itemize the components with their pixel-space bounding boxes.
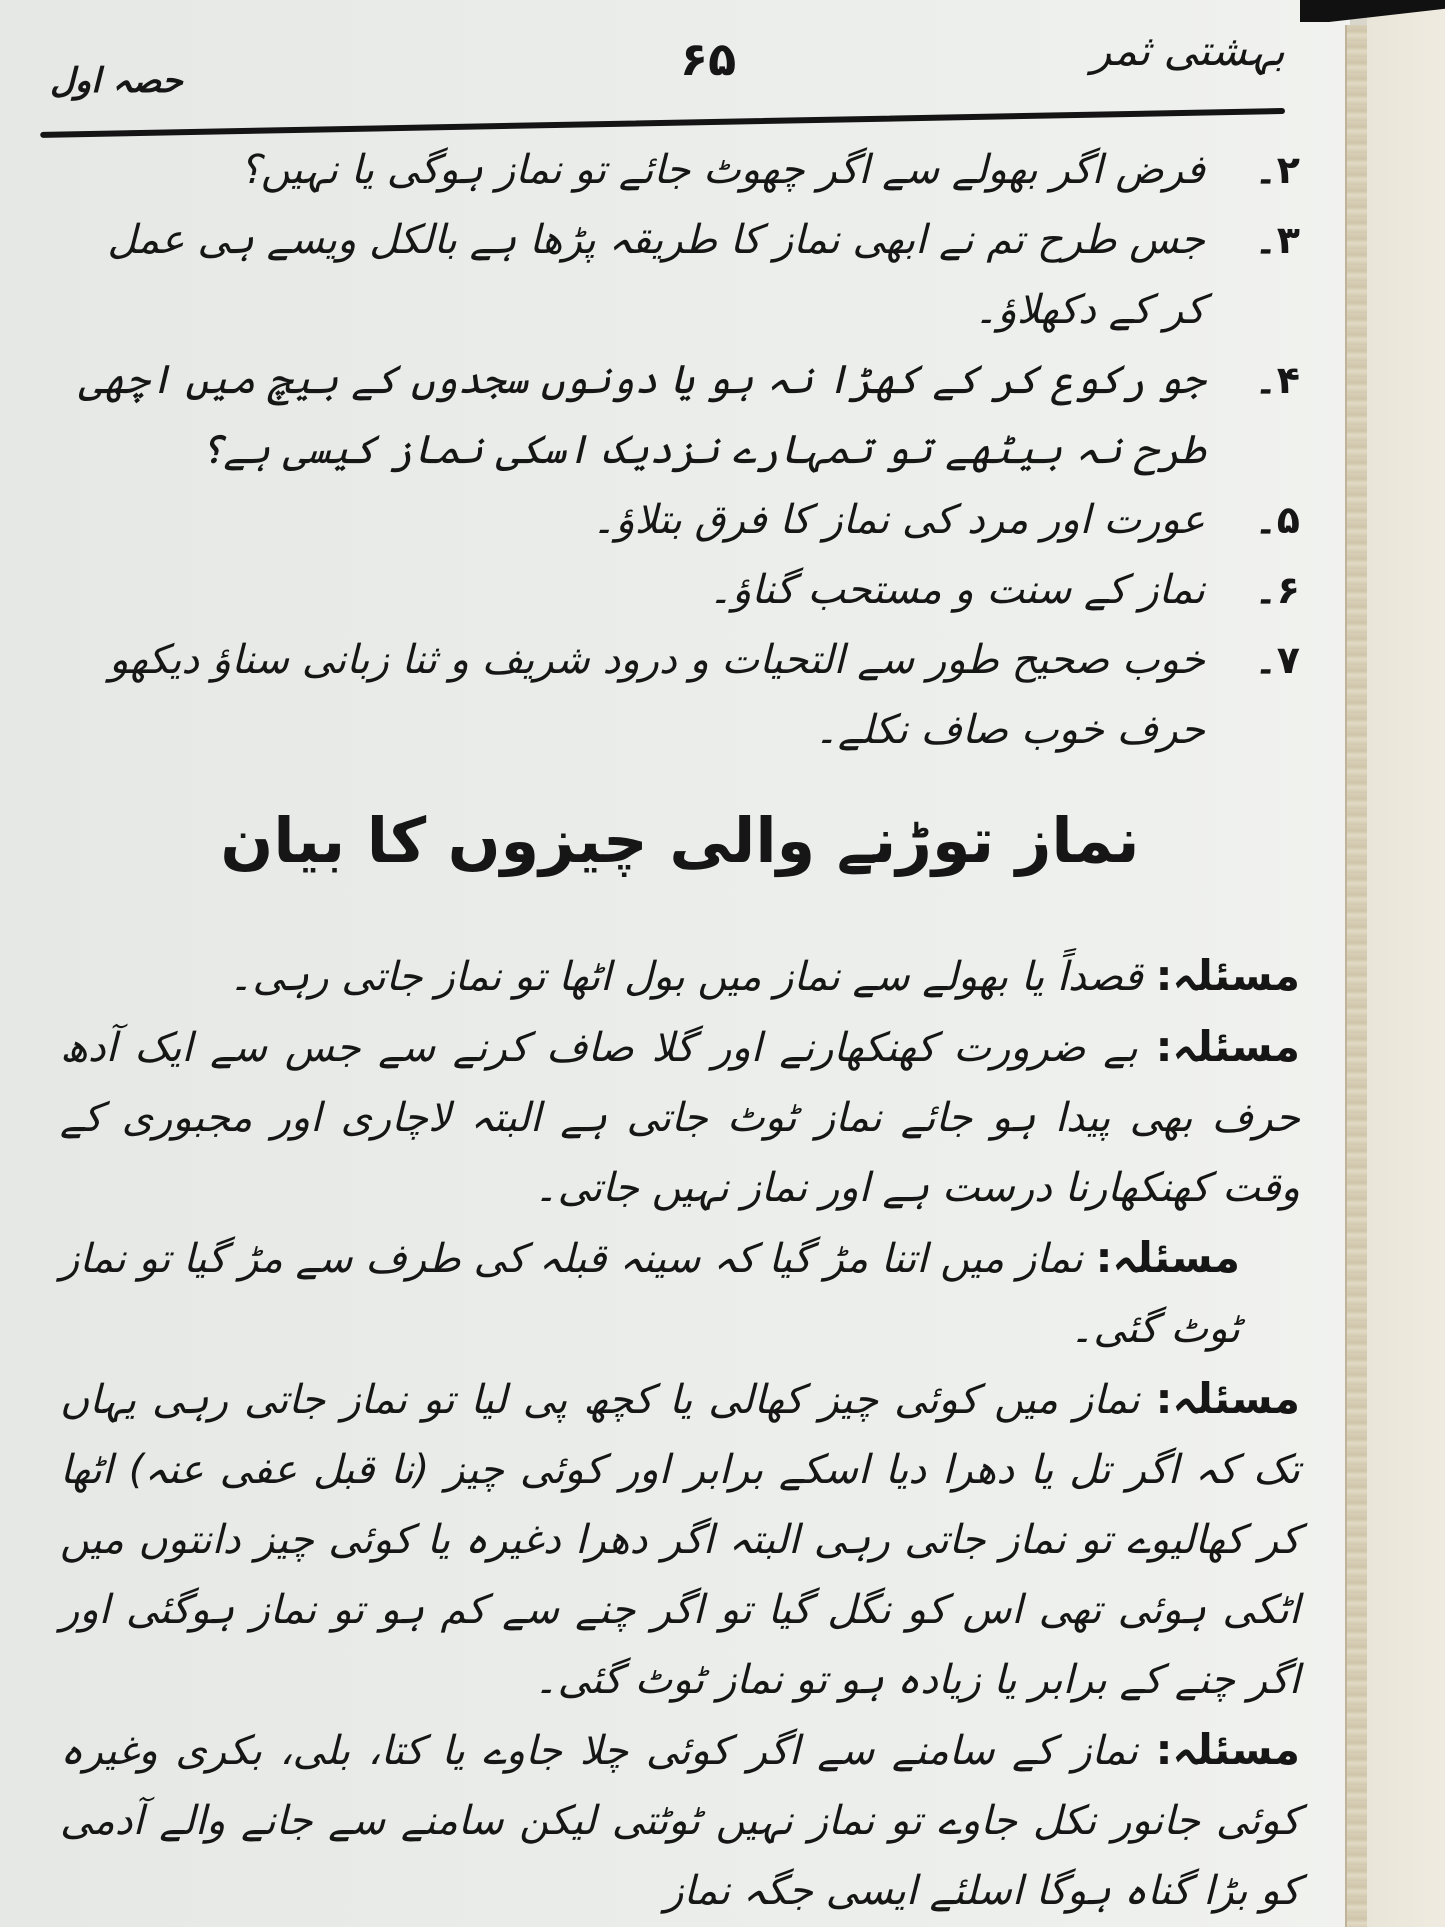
masala-paragraph: [60, 1012, 1300, 1223]
question-text: فرض اگر بھولے سے اگر چھوٹ جائے تو نماز ہوگی یا نہیں؟: [239, 147, 1205, 193]
masala-label: مسئلہ:: [1095, 1233, 1240, 1282]
masala-text: قصداً یا بھولے سے نماز میں بول اٹھا تو نماز جاتی رہی۔: [229, 954, 1143, 1000]
question-item: [60, 205, 1300, 345]
masala-label: مسئلہ:: [1155, 1022, 1300, 1071]
masala-paragraph: [60, 1715, 1300, 1926]
section-heading: نماز توڑنے والی چیزوں کا بیان: [220, 804, 1140, 877]
masala-label: مسئلہ:: [1155, 1374, 1301, 1423]
page-body: [60, 135, 1300, 1926]
question-item: [60, 485, 1300, 555]
masala-paragraph: [60, 941, 1300, 1012]
masala-paragraph: [60, 1364, 1300, 1715]
page-number: ۶۵: [680, 32, 737, 86]
page-header: [40, 18, 1285, 118]
masala-paragraph: [60, 1223, 1300, 1364]
torn-page-edge: [1345, 25, 1369, 1927]
question-text: عورت اور مرد کی نماز کا فرق بتلاؤ۔: [592, 497, 1205, 543]
header-rule: [40, 108, 1285, 138]
question-item: [60, 345, 1300, 485]
question-number: ۷۔: [1254, 638, 1300, 682]
masala-label: مسئلہ:: [1155, 1725, 1300, 1774]
masala-text: نماز میں اتنا مڑ گیا کہ سینہ قبلہ کی طرف سے مڑ گیا تو نماز ٹوٹ گئی۔: [60, 1236, 1240, 1352]
question-item: [60, 135, 1300, 205]
question-text: نماز کے سنت و مستحب گناؤ۔: [708, 567, 1205, 613]
question-number: ۳۔: [1254, 218, 1300, 262]
question-item: [60, 555, 1300, 625]
running-title: بہشتی ثمر: [1091, 26, 1285, 75]
question-number: ۲۔: [1254, 148, 1300, 192]
question-number: ۵۔: [1254, 498, 1300, 542]
adjacent-page: [1367, 0, 1445, 1927]
masala-text: نماز کے سامنے سے اگر کوئی چلا جاوے یا کتا، بلی، بکری وغیرہ کوئی جانور نکل جاوے تو نماز نہیں ٹوٹتی لیکن سامنے سے جانے والے آدمی کو بڑا گناہ ہوگا اسلئے ایسی جگہ نماز: [60, 1728, 1300, 1914]
section-label: حصہ اول: [50, 61, 183, 101]
question-item: [60, 625, 1300, 765]
masala-text: بے ضرورت کھنکھارنے اور گلا صاف کرنے سے جس سے ایک آدھ حرف بھی پیدا ہو جائے نماز ٹوٹ جاتی ہے البتہ لاچاری اور مجبوری کے وقت کھنکھارنا درست ہے اور نماز نہیں جاتی۔: [60, 1025, 1300, 1211]
question-text: خوب صحیح طور سے التحیات و درود شریف و ثنا زبانی سناؤ دیکھو حرف خوب صاف نکلے۔: [109, 637, 1205, 753]
question-number: ۴۔: [1254, 358, 1300, 402]
masala-text: نماز میں کوئی چیز کھالی یا کچھ پی لیا تو نماز جاتی رہی یہاں تک کہ اگر تل یا دھرا دیا اسکے برابر اور کوئی چیز (نا قبل عفی عنہ) اٹھا کر کھالیوے تو نماز جاتی رہی البتہ اگر دھرا دغیرہ یا کوئی چیز دانتوں میں اٹکی ہوئی تھی اس کو نگل گیا تو اگر چنے سے کم ہو تو نماز ہوگئی اور اگر چنے کے برابر یا زیادہ ہو تو نماز ٹوٹ گئی۔: [60, 1377, 1301, 1703]
question-text: جو رکوع کر کے کھڑا نہ ہو یا دونوں سجدوں کے بیچ میں اچھی طرح نہ بیٹھے تو تمہارے نزدیک اسکی نماز کیسی ہے؟: [78, 357, 1205, 473]
question-list: [60, 135, 1300, 765]
question-number: ۶۔: [1254, 568, 1300, 612]
question-text: جس طرح تم نے ابھی نماز کا طریقہ پڑھا ہے بالکل ویسے ہی عمل کر کے دکھلاؤ۔: [107, 217, 1205, 333]
masala-label: مسئلہ:: [1155, 951, 1300, 1000]
